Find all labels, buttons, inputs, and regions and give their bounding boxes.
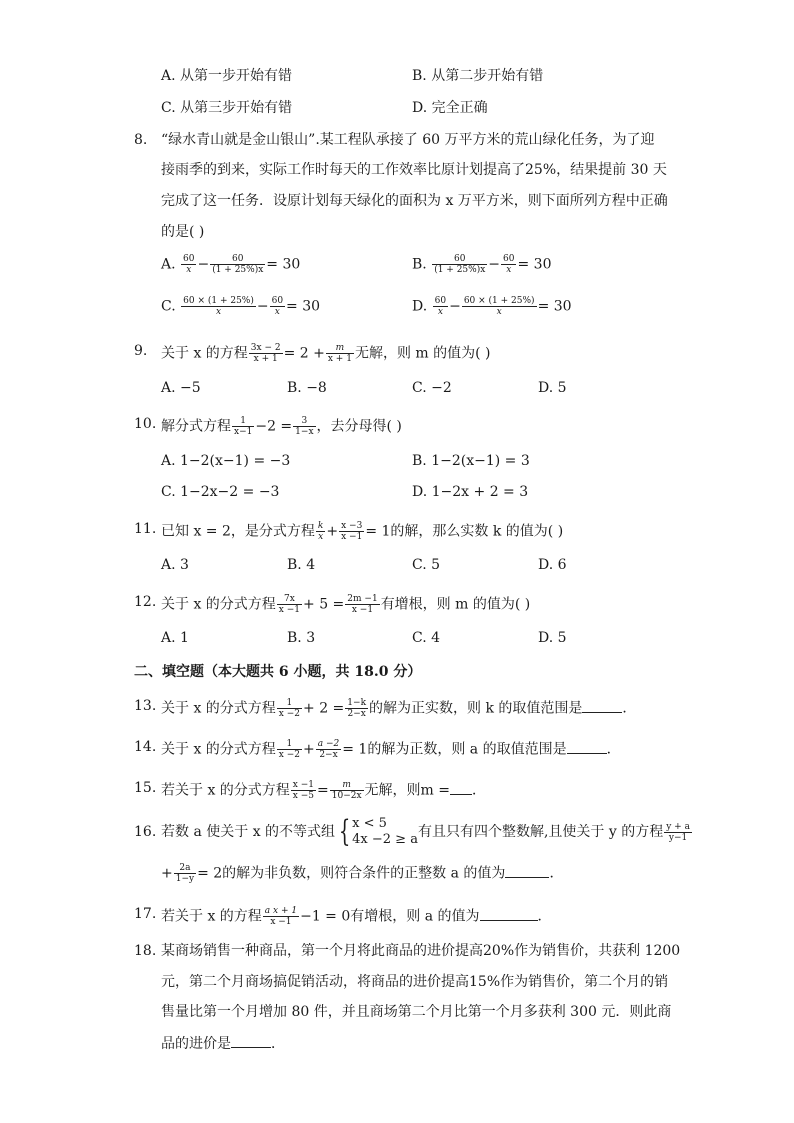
q8-option-a: A. $\frac{60}{x}$ − $\frac{60}{(1 + 25\%)x}$ = 30 — [161, 254, 301, 275]
q10-option-b: B. 1−2(x−1) = 3 — [412, 453, 530, 469]
fraction: $\frac{60}{x}$ — [271, 296, 284, 317]
answer-blank[interactable] — [505, 865, 549, 878]
question-number: 14. — [134, 739, 157, 755]
q14-stem: 关于 x 的分式方程 $\frac{1}{x -2}$ + $\frac{a -2}{2-x}$ = 1的解为正数，则 a 的取值范围是 ． — [161, 739, 621, 760]
q10-stem: 解分式方程 $\frac{1}{x-1}$ −2 = $\frac{3}{1-x}$ ，去分母得( ) — [161, 416, 402, 437]
answer-blank[interactable] — [567, 741, 607, 754]
answer-blank[interactable] — [582, 700, 622, 713]
q13-stem: 关于 x 的分式方程 $\frac{1}{x -2}$ + 2 = $\frac{1-k}{2-x}$ 的解为正实数，则 k 的取值范围是 ． — [161, 698, 637, 719]
fraction: $\frac{3}{1-x}$ — [295, 416, 314, 437]
q12-option-b: B. 3 — [287, 630, 316, 646]
q11-option-b: B. 4 — [287, 557, 316, 573]
q9-option-b: B. −8 — [287, 380, 327, 396]
q18-line1: 某商场销售一种商品，第一个月将此商品的进价提高20%作为销售价，共获利 1200 — [161, 943, 681, 959]
question-number: 10. — [134, 416, 157, 432]
q11-option-c: C. 5 — [412, 557, 441, 573]
q9-option-c: C. −2 — [412, 380, 452, 396]
brace-icon: { — [338, 814, 351, 849]
q8-line4: 的是( ) — [161, 224, 205, 240]
q10-option-d: D. 1−2x + 2 = 3 — [412, 484, 529, 500]
fraction: $\frac{60}{x}$ — [434, 296, 447, 317]
fraction: $\frac{60}{x}$ — [183, 254, 195, 275]
q18-line4: 品的进价是 ． — [161, 1036, 285, 1052]
fraction: $\frac{2m -1}{x -1}$ — [347, 594, 378, 615]
fraction: $\frac{2a}{1-y}$ — [175, 863, 195, 884]
q9-option-a: A. −5 — [161, 380, 201, 396]
q18-line3: 售量比第一个月增加 80 件，并且商场第二个月比第一个月多获利 300 元．则此商 — [161, 1004, 672, 1020]
fraction: $\frac{60}{(1 + 25\%)x}$ — [212, 254, 264, 275]
q10-option-c: C. 1−2x−2 = −3 — [161, 484, 280, 500]
question-number: 18. — [134, 943, 157, 959]
question-number: 13. — [134, 698, 157, 714]
q10-option-a: A. 1−2(x−1) = −3 — [161, 453, 291, 469]
q7-option-b: B. 从第二步开始有错 — [412, 68, 544, 84]
fraction: $\frac{y + a}{y-1}$ — [666, 821, 690, 843]
answer-blank[interactable] — [480, 908, 538, 921]
q12-option-d: D. 5 — [538, 630, 567, 646]
question-number: 12. — [134, 594, 157, 610]
q16-stem-line2: + $\frac{2a}{1-y}$ = 2的解为非负数，则符合条件的正整数 a 的值为 ． — [161, 863, 564, 884]
answer-blank[interactable] — [450, 782, 472, 795]
question-number: 17. — [134, 906, 157, 922]
question-number: 15. — [134, 780, 157, 796]
option-label: B. — [412, 256, 427, 273]
q16-stem-line1: 若数 a 使关于 x 的不等式组 { x < 5 4x −2 ≥ a 有且只有四个整数解,且使关于 y 的方程 $\frac{y + a}{y-1}$ — [161, 814, 690, 849]
fraction: $\frac{a -2}{2-x}$ — [317, 739, 340, 760]
fraction: $\frac{60}{(1 + 25\%)x}$ — [434, 254, 486, 275]
q15-stem: 若关于 x 的分式方程 $\frac{x -1}{x -5}$ = $\frac{m}{10-2x}$ 无解，则m = ． — [161, 780, 487, 801]
q11-stem: 已知 x = 2，是分式方程 $\frac{k}{x}$ + $\frac{x -3}{x -1}$ = 1的解，那么实数 k 的值为( ) — [161, 521, 564, 542]
q8-line2: 接雨季的到来，实际工作时每天的工作效率比原计划提高了25%，结果提前 30 天 — [161, 162, 667, 178]
q8-option-d: D. $\frac{60}{x}$ − $\frac{60 \times (1 + 25\%)}{x}$ = 30 — [412, 296, 572, 317]
q7-option-a: A. 从第一步开始有错 — [161, 68, 293, 84]
q7-option-c: C. 从第三步开始有错 — [161, 100, 293, 116]
q18-line2: 元，第二个月商场搞促销活动，将商品的进价提高15%作为销售价，第二个月的销 — [161, 974, 669, 990]
q12-stem: 关于 x 的分式方程 $\frac{7x}{x -1}$ + 5 = $\frac{2m -1}{x -1}$ 有增根，则 m 的值为( ) — [161, 594, 531, 615]
fraction: $\frac{60}{x}$ — [503, 254, 515, 275]
q8-option-b: B. $\frac{60}{(1 + 25\%)x}$ − $\frac{60}{x}$ = 30 — [412, 254, 552, 275]
q11-option-d: D. 6 — [538, 557, 567, 573]
q11-option-a: A. 3 — [161, 557, 189, 573]
q8-line1: “绿水青山就是金山银山”.某工程队承接了 60 万平方米的荒山绿化任务，为了迎 — [161, 132, 655, 148]
option-label: A. — [161, 256, 176, 273]
fraction: $\frac{1}{x-1}$ — [234, 416, 253, 437]
q7-option-d: D. 完全正确 — [412, 100, 488, 116]
fraction: $\frac{m}{x + 1}$ — [327, 343, 352, 364]
question-number: 16. — [134, 824, 157, 840]
option-label: C. — [161, 298, 176, 315]
fraction: $\frac{3x - 2}{x + 1}$ — [250, 343, 281, 364]
q8-option-c: C. $\frac{60 \times (1 + 25\%)}{x}$ − $\frac{60}{x}$ = 30 — [161, 296, 321, 317]
question-number: 8. — [134, 132, 148, 148]
fraction: $\frac{60 \times (1 + 25\%)}{x}$ — [183, 296, 254, 317]
option-label: D. — [412, 298, 428, 315]
fraction: $\frac{60 \times (1 + 25\%)}{x}$ — [463, 296, 535, 317]
q12-option-c: C. 4 — [412, 630, 441, 646]
q9-option-d: D. 5 — [538, 380, 567, 396]
section-heading: 二、填空题（本大题共 6 小题，共 18.0 分） — [134, 664, 422, 680]
answer-blank[interactable] — [231, 1035, 271, 1048]
question-number: 9. — [134, 343, 148, 359]
fraction: $\frac{x -1}{x -5}$ — [292, 780, 315, 801]
q8-line3: 完成了这一任务．设原计划每天绿化的面积为 x 万平方米，则下面所列方程中正确 — [161, 193, 668, 209]
fraction: $\frac{k}{x}$ — [317, 521, 324, 542]
question-number: 11. — [134, 521, 157, 537]
fraction: $\frac{m}{10-2x}$ — [331, 780, 362, 801]
fraction: $\frac{7x}{x -1}$ — [278, 594, 301, 615]
q17-stem: 若关于 x 的方程 $\frac{\text{a x + 1}}{x -1}$ −1 = 0有增根，则 a 的值为 ． — [161, 906, 552, 927]
fraction: $\frac{1}{x -2}$ — [278, 698, 301, 719]
fraction: $\frac{1-k}{2-x}$ — [347, 698, 367, 719]
inequality-system: x < 5 4x −2 ≥ a — [352, 816, 418, 847]
fraction: $\frac{1}{x -2}$ — [278, 739, 301, 760]
q12-option-a: A. 1 — [161, 630, 189, 646]
fraction: $\frac{\text{a x + 1}}{x -1}$ — [264, 906, 298, 927]
fraction: $\frac{x -3}{x -1}$ — [341, 521, 363, 542]
q9-stem: 关于 x 的方程 $\frac{3x - 2}{x + 1}$ = 2 + $\frac{m}{x + 1}$ 无解，则 m 的值为( ) — [161, 343, 491, 364]
